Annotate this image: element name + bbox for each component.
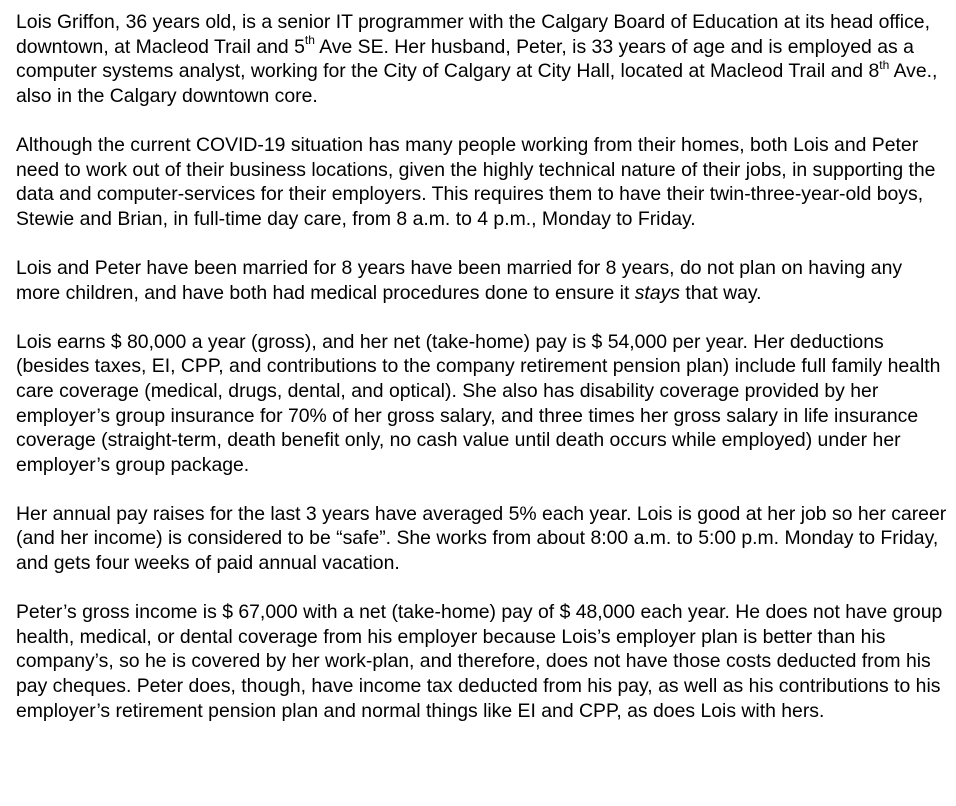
paragraph-1-text-c: Ave., also in the Calgary downtown core. <box>16 60 938 107</box>
paragraph-6: Peter’s gross income is $ 67,000 with a net (take-home) pay of $ 48,000 each year. He does not have group health, medical, or dental coverage from his employer because Lois’s employer plan is better than his company’s, so he is covered by her work-plan, and therefore, does not have those costs deducted from his pay cheques. Peter does, though, have income tax deducted from his pay, as well as his contributions to his employer’s retirement pension plan and normal things like EI and CPP, as does Lois with hers. <box>16 601 943 722</box>
paragraph-2: Although the current COVID-19 situation has many people working from their homes, both Lois and Peter need to work out of their business locations, given the highly technical nature of their jobs, in supporting the data and computer-services for their employers. This requires them to have their twin-three-year-old boys, Stewie and Brian, in full-time day care, from 8 a.m. to 4 p.m., Monday to Friday. <box>16 133 936 230</box>
paragraph-3-text-b: that way. <box>680 281 762 304</box>
ordinal-suffix-5th: th <box>304 33 315 48</box>
document-body <box>16 10 951 748</box>
emphasis-stays: stays <box>634 281 680 304</box>
paragraph-1-text-b: Ave SE. Her husband, Peter, is 33 years of age and is employed as a computer systems analyst, working for the City of Calgary at City Hall, located at Macleod Trail and 8 <box>16 35 914 83</box>
paragraph-4: Lois earns $ 80,000 a year (gross), and her net (take-home) pay is $ 54,000 per year. Her deductions (besides taxes, EI, CPP, and contributions to the company retirement pension plan) include full family health care coverage (medical, drugs, dental, and optical). She also has disability coverage provided by her employer’s group insurance for 70% of her gross salary, and three times her gross salary in life insurance coverage (straight-term, death benefit only, no cash value until death occurs while employed) under her employer’s group package. <box>16 330 941 476</box>
ordinal-suffix-8th: th <box>879 57 890 72</box>
paragraph-3-text-a: Lois and Peter have been married for 8 years have been married for 8 years, do not plan on having any more children, and have both had medical procedures done to ensure it <box>16 256 903 304</box>
paragraph-3 <box>16 256 951 305</box>
paragraph-5: Her annual pay raises for the last 3 years have averaged 5% each year. Lois is good at her job so her career (and her income) is considered to be “safe”. She works from about 8:00 a.m. to 5:00 p.m. Monday to Friday, and gets four weeks of paid annual vacation. <box>16 502 947 575</box>
paragraph-1 <box>16 10 951 108</box>
paragraph-1-text-a: Lois Griffon, 36 years old, is a senior IT programmer with the Calgary Board of Education at its head office, downtown, at Macleod Trail and 5 <box>16 11 930 58</box>
